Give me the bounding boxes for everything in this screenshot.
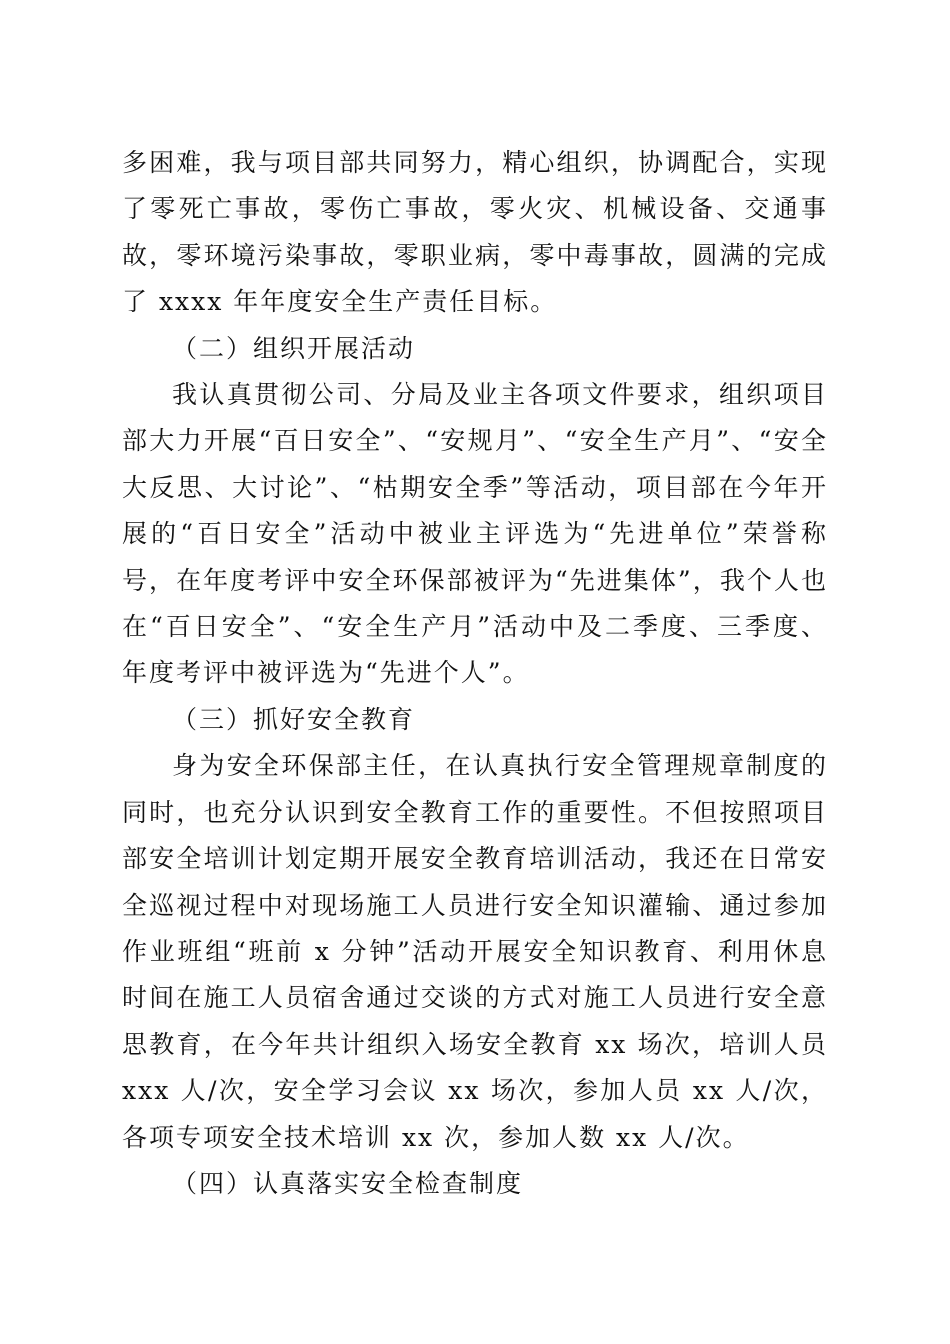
paragraph-continuation: 多困难，我与项目部共同努力，精心组织，协调配合，实现了零死亡事故，零伤亡事故，零火灾、机械设备、交通事故，零环境污染事故，零职业病，零中毒事故，圆满的完成了 xxxx 年年度安全生产责任目标。 — [122, 148, 828, 317]
section-heading-2: （二）组织开展活动 — [172, 333, 416, 363]
section-heading-3: （三）抓好安全教育 — [172, 704, 416, 734]
paragraph-education: 身为安全环保部主任，在认真执行安全管理规章制度的同时，也充分认识到安全教育工作的重要性。不但按照项目部安全培训计划定期开展安全教育培训活动，我还在日常安全巡视过程中对现场施工人员进行安全知识灌输、通过参加作业班组“班前 x 分钟”活动开展安全知识教育、利用休息时间在施工人员宿舍通过交谈的方式对施工人员进行安全意思教育，在今年共计组织入场安全教育 xx 场次，培训人员 xxx 人/次，安全学习会议 xx 场次，参加人员 xx 人/次，各项专项安全技术培训 xx 次，参加人数 xx 人/次。 — [122, 751, 828, 1152]
document-body — [122, 140, 828, 1207]
paragraph-activities: 我认真贯彻公司、分局及业主各项文件要求，组织项目部大力开展“百日安全”、“安规月”、“安全生产月”、“安全大反思、大讨论”、“枯期安全季”等活动，项目部在今年开展的“百日安全”活动中被业主评选为“先进单位”荣誉称号，在年度考评中安全环保部被评为“先进集体”，我个人也在“百日安全”、“安全生产月”活动中及二季度、三季度、年度考评中被评选为“先进个人”。 — [122, 380, 828, 688]
section-heading-4: （四）认真落实安全检查制度 — [172, 1168, 524, 1198]
